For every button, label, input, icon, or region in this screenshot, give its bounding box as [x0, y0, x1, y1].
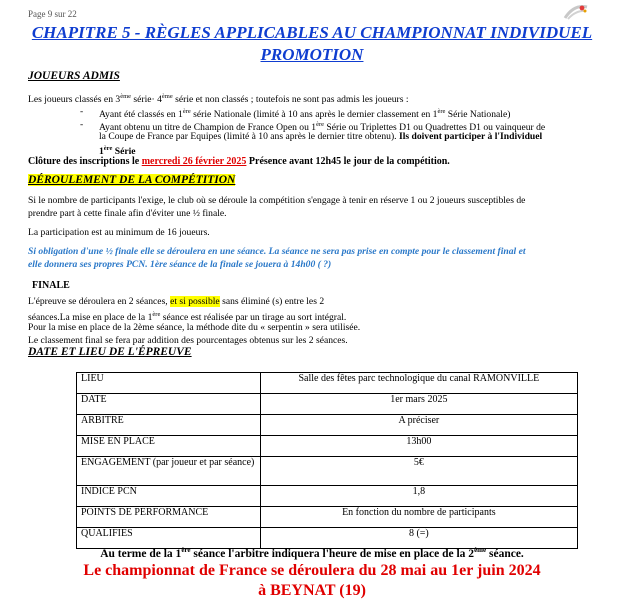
- arbitre-note: Au terme de la 1ère séance l'arbitre indiquera l'heure de mise en place de la 2ème séance.: [100, 546, 524, 560]
- row-value: 1er mars 2025: [260, 394, 577, 415]
- section-heading-deroulement: DÉROULEMENT DE LA COMPÉTITION: [28, 174, 236, 186]
- row-value: A préciser: [260, 415, 577, 436]
- cloture-date: mercredi 26 février 2025: [141, 156, 247, 167]
- section-heading-date-lieu: DATE ET LIEU DE L'ÉPREUVE: [28, 346, 192, 358]
- demi-finale-note-line1: Si obligation d'une ½ finale elle se déroulera en une séance. La séance ne sera pas prise en compte pour le classement final et: [28, 246, 526, 257]
- table-row: [77, 486, 578, 507]
- joueurs-intro: Les joueurs classés en 3ème série· 4ème série et non classés ; toutefois ne sont pas admis les joueurs :: [28, 93, 409, 106]
- epreuve-details-table: [76, 372, 578, 549]
- finale-line2: séances.La mise en place de la 1ère séance est réalisée par un tirage au sort intégral.: [28, 311, 347, 324]
- row-label: DATE: [77, 394, 261, 415]
- row-label: MISE EN PLACE: [77, 436, 261, 457]
- row-value: Salle des fêtes parc technologique du canal RAMONVILLE: [260, 373, 577, 394]
- table-row: [77, 457, 578, 486]
- deroulement-para2: La participation est au minimum de 16 joueurs.: [28, 227, 210, 238]
- row-value: 13h00: [260, 436, 577, 457]
- finale-line3: Pour la mise en place de la 2ème séance, la méthode dite du « serpentin » sera utilisée.: [28, 322, 361, 333]
- bullet-dash: -: [80, 119, 84, 130]
- bullet-dash: -: [80, 106, 84, 117]
- finale-line4: Le classement final se fera par addition des pourcentages obtenus sur les 2 séances.: [28, 335, 348, 346]
- row-label: INDICE PCN: [77, 486, 261, 507]
- finale-heading: FINALE: [32, 280, 70, 291]
- row-value: En fonction du nombre de participants: [260, 507, 577, 528]
- row-value: 8 (=): [260, 528, 577, 549]
- row-label: POINTS DE PERFORMANCE: [77, 507, 261, 528]
- table-row: [77, 394, 578, 415]
- table-row: [77, 436, 578, 457]
- cloture-inscriptions: Clôture des inscriptions le mercredi 26 février 2025 Présence avant 12h45 le jour de la compétition.: [28, 156, 450, 167]
- table-row: [77, 373, 578, 394]
- championnat-france-line2: à BEYNAT (19): [258, 582, 366, 599]
- exclusion-item-2: Ayant obtenu un titre de Champion de France Open ou 1ère Série ou Triplettes D1 ou Quadrettes D1 ou vainqueur de: [99, 121, 546, 134]
- deroulement-para1-line1: Si le nombre de participants l'exige, le club où se déroule la compétition s'engage à tenir en réserve 1 ou 2 joueurs susceptibles de: [28, 195, 526, 206]
- table-row: [77, 415, 578, 436]
- section-heading-joueurs: JOUEURS ADMIS: [28, 70, 120, 82]
- chapter-title-line1: CHAPITRE 5 - RÈGLES APPLICABLES AU CHAMPIONNAT INDIVIDUEL: [31, 23, 593, 42]
- chapter-title-line2: PROMOTION: [260, 45, 364, 64]
- finale-line1: L'épreuve se déroulera en 2 séances, et si possible sans éliminé (s) entre les 2: [28, 296, 325, 307]
- federation-logo-icon: [562, 2, 590, 22]
- exclusion-item-2-line2: la Coupe de France par Equipes (limité à 10 ans après le dernier titre obtenu). Ils doivent participer à l'Individuel: [99, 131, 543, 142]
- row-label: ENGAGEMENT (par joueur et par séance): [77, 457, 261, 486]
- row-label: ARBITRE: [77, 415, 261, 436]
- row-value: 5€: [260, 457, 577, 486]
- deroulement-para1-line2: prendre part à cette finale afin d'éviter une ½ finale.: [28, 208, 227, 219]
- table-row: [77, 507, 578, 528]
- demi-finale-note-line2: elle donnera ses propres PCN. 1ère séance de la finale se jouera à 14h00 ( ?): [28, 259, 332, 270]
- row-value: 1,8: [260, 486, 577, 507]
- page-number: Page 9 sur 22: [28, 9, 77, 19]
- championnat-france-line1: Le championnat de France se déroulera du 28 mai au 1er juin 2024: [83, 562, 541, 579]
- exclusion-item-1: Ayant été classés en 1ère série Nationale (limité à 10 ans après le dernier classement en 1ère Série Nationale): [99, 108, 511, 121]
- exclusion-item-2-line3: 1ère Série: [99, 145, 136, 158]
- row-label: QUALIFIES: [77, 528, 261, 549]
- row-label: LIEU: [77, 373, 261, 394]
- highlight-si-possible: et si possible: [170, 296, 220, 307]
